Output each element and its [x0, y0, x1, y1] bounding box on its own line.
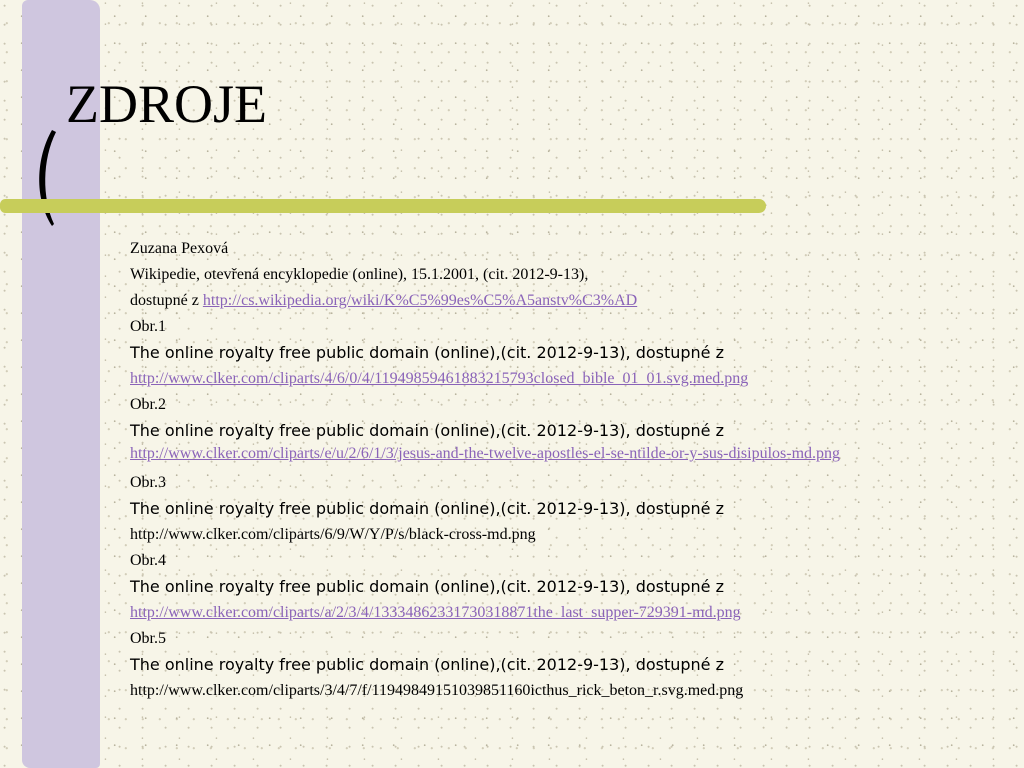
source-url-link[interactable]: http://www.clker.com/cliparts/4/6/0/4/11949859461883215793closed_bible_01_01.svg.med.png	[130, 370, 749, 387]
source-url-link[interactable]: http://www.clker.com/cliparts/a/2/3/4/13334862331730318871the_last_supper-729391-md.png	[130, 604, 741, 621]
wiki-link[interactable]: http://cs.wikipedia.org/wiki/K%C5%99es%C5%A5anstv%C3%AD	[202, 292, 638, 309]
source-description: The online royalty free public domain (online),(cit. 2012-9-13), dostupné z	[130, 577, 725, 596]
source-label: Obr.5	[130, 630, 166, 647]
source-label: Obr.1	[130, 318, 166, 335]
source-description: The online royalty free public domain (online),(cit. 2012-9-13), dostupné z	[130, 343, 725, 362]
source-url-line	[130, 444, 970, 464]
source-label: Obr.4	[130, 552, 166, 569]
source-url-line	[130, 600, 970, 626]
source-url-link[interactable]: http://www.clker.com/cliparts/e/u/2/6/1/3/jesus-and-the-twelve-apostles-el-se-ntilde-or-y-sus-disipulos-md.png	[130, 445, 841, 462]
sources-list	[130, 236, 970, 704]
source-label: Obr.3	[130, 474, 166, 491]
olive-divider-bar	[0, 199, 766, 213]
source-url-text: http://www.clker.com/cliparts/3/4/7/f/11949849151039851160icthus_rick_beton_r.svg.med.png	[130, 682, 744, 699]
author-name: Zuzana Pexová	[130, 240, 229, 257]
source-url-text: http://www.clker.com/cliparts/6/9/W/Y/P/s/black-cross-md.png	[130, 526, 536, 543]
source-description: The online royalty free public domain (online),(cit. 2012-9-13), dostupné z	[130, 499, 725, 518]
wiki-access-line	[130, 288, 970, 314]
source-description: The online royalty free public domain (online),(cit. 2012-9-13), dostupné z	[130, 655, 725, 674]
image-sources	[130, 314, 970, 704]
source-url-line	[130, 366, 970, 392]
wiki-citation: Wikipedie, otevřená encyklopedie (online), 15.1.2001, (cit. 2012-9-13),	[130, 266, 589, 283]
source-description: The online royalty free public domain (online),(cit. 2012-9-13), dostupné z	[130, 421, 725, 440]
wiki-prefix: dostupné z	[130, 292, 199, 309]
page-title: ZDROJE	[66, 74, 267, 134]
bracket-ornament-icon	[30, 128, 60, 228]
source-label: Obr.2	[130, 396, 166, 413]
